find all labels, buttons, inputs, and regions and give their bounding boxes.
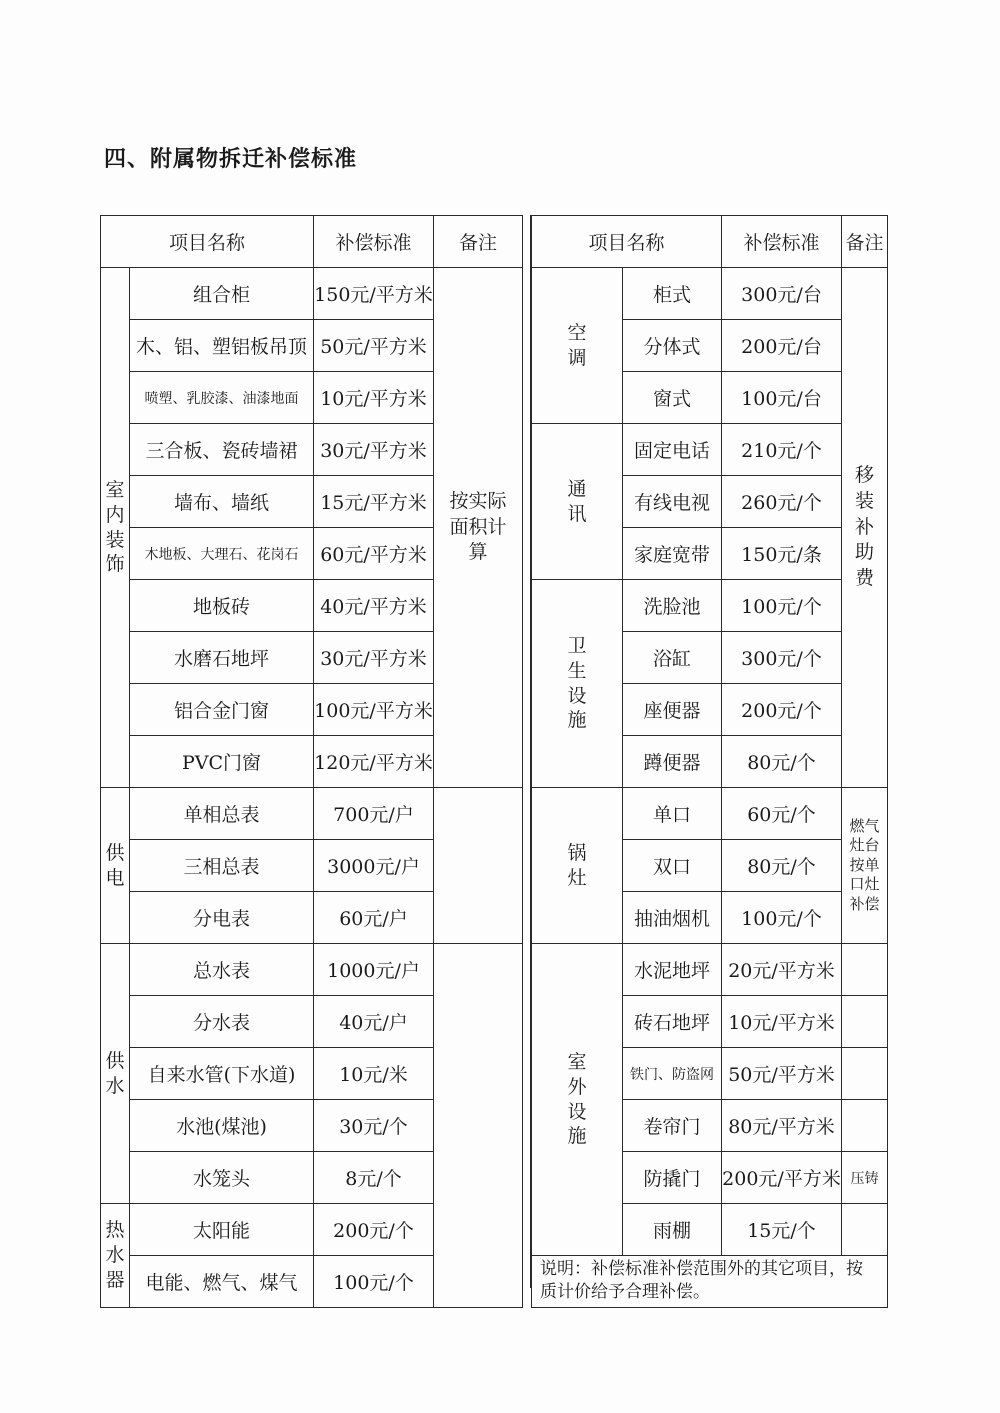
item-standard: 10元/平方米 <box>314 372 434 424</box>
explanation-note: 说明：补偿标准补偿范围外的其它项目，按质计价给予合理补偿。 <box>532 1256 888 1308</box>
right-compensation-table <box>531 215 888 1308</box>
item-name: 分体式 <box>623 320 722 372</box>
item-name: 铁门、防盗网 <box>623 1048 722 1100</box>
item-standard: 50元/平方米 <box>314 320 434 372</box>
item-name: 木、铝、塑铝板吊顶 <box>130 320 314 372</box>
item-standard: 80元/个 <box>722 736 842 788</box>
item-standard: 3000元/户 <box>314 840 434 892</box>
item-standard: 80元/个 <box>722 840 842 892</box>
category-stove: 锅灶 <box>532 788 623 944</box>
item-name: 总水表 <box>130 944 314 996</box>
header-standard: 补偿标准 <box>722 216 842 268</box>
item-name: 组合柜 <box>130 268 314 320</box>
item-standard: 200元/个 <box>314 1204 434 1256</box>
item-name: 墙布、墙纸 <box>130 476 314 528</box>
item-name: 单口 <box>623 788 722 840</box>
header-item-name: 项目名称 <box>101 216 314 268</box>
item-name: 木地板、大理石、花岗石 <box>130 528 314 580</box>
table-row <box>532 944 888 996</box>
item-standard: 100元/平方米 <box>314 684 434 736</box>
item-name: 自来水管(下水道) <box>130 1048 314 1100</box>
item-name: 单相总表 <box>130 788 314 840</box>
item-name: 水池(煤池) <box>130 1100 314 1152</box>
item-standard: 700元/户 <box>314 788 434 840</box>
category-sanitary: 卫生设施 <box>532 580 623 788</box>
item-standard: 10元/米 <box>314 1048 434 1100</box>
item-name: 防撬门 <box>623 1152 722 1204</box>
item-standard: 100元/个 <box>722 892 842 944</box>
category-indoor: 室内装饰 <box>101 268 130 788</box>
item-standard: 10元/平方米 <box>722 996 842 1048</box>
item-name: 浴缸 <box>623 632 722 684</box>
item-standard: 100元/台 <box>722 372 842 424</box>
item-name: 分电表 <box>130 892 314 944</box>
item-name: 水磨石地坪 <box>130 632 314 684</box>
item-name: 柜式 <box>623 268 722 320</box>
item-standard: 210元/个 <box>722 424 842 476</box>
remark-empty <box>842 996 888 1048</box>
category-power: 供电 <box>101 788 130 944</box>
item-name: 洗脸池 <box>623 580 722 632</box>
item-name: 地板砖 <box>130 580 314 632</box>
remark-empty <box>842 1204 888 1256</box>
item-name: 双口 <box>623 840 722 892</box>
item-standard: 120元/平方米 <box>314 736 434 788</box>
item-standard: 150元/平方米 <box>314 268 434 320</box>
item-standard: 60元/平方米 <box>314 528 434 580</box>
explanation-row <box>532 1256 888 1308</box>
item-standard: 200元/台 <box>722 320 842 372</box>
item-name: 喷塑、乳胶漆、油漆地面 <box>130 372 314 424</box>
item-name: 三合板、瓷砖墙裙 <box>130 424 314 476</box>
item-standard: 40元/平方米 <box>314 580 434 632</box>
category-telecom: 通讯 <box>532 424 623 580</box>
left-header-row <box>101 216 523 268</box>
remark-empty <box>434 944 523 1308</box>
item-standard: 80元/平方米 <box>722 1100 842 1152</box>
table-row <box>101 788 523 840</box>
header-remark: 备注 <box>842 216 888 268</box>
right-header-row <box>532 216 888 268</box>
item-standard: 100元/个 <box>722 580 842 632</box>
table-row <box>532 788 888 840</box>
category-air-conditioner: 空调 <box>532 268 623 424</box>
item-name: 卷帘门 <box>623 1100 722 1152</box>
item-standard: 30元/平方米 <box>314 424 434 476</box>
table-row <box>532 580 888 632</box>
item-standard: 60元/个 <box>722 788 842 840</box>
item-standard: 50元/平方米 <box>722 1048 842 1100</box>
item-standard: 1000元/户 <box>314 944 434 996</box>
item-standard: 200元/平方米 <box>722 1152 842 1204</box>
item-name: 水笼头 <box>130 1152 314 1204</box>
item-name: 蹲便器 <box>623 736 722 788</box>
item-standard: 300元/台 <box>722 268 842 320</box>
item-name: PVC门窗 <box>130 736 314 788</box>
item-name: 座便器 <box>623 684 722 736</box>
left-compensation-table <box>100 215 523 1308</box>
remark-empty <box>842 1048 888 1100</box>
remark-die-cast: 压铸 <box>842 1152 888 1204</box>
item-name: 电能、燃气、煤气 <box>130 1256 314 1308</box>
remark-empty <box>842 944 888 996</box>
item-name: 铝合金门窗 <box>130 684 314 736</box>
category-outdoor: 室外设施 <box>532 944 623 1256</box>
header-item-name: 项目名称 <box>532 216 722 268</box>
remark-gas-stove: 燃气灶台按单口灶补偿 <box>842 788 888 944</box>
category-water-heater: 热水器 <box>101 1204 130 1308</box>
section-heading: 四、附属物拆迁补偿标准 <box>104 147 358 172</box>
item-standard: 30元/个 <box>314 1100 434 1152</box>
item-standard: 150元/条 <box>722 528 842 580</box>
header-standard: 补偿标准 <box>314 216 434 268</box>
item-name: 太阳能 <box>130 1204 314 1256</box>
item-name: 窗式 <box>623 372 722 424</box>
table-row <box>532 268 888 320</box>
item-standard: 300元/个 <box>722 632 842 684</box>
item-name: 砖石地坪 <box>623 996 722 1048</box>
item-standard: 15元/个 <box>722 1204 842 1256</box>
item-standard: 15元/平方米 <box>314 476 434 528</box>
item-standard: 30元/平方米 <box>314 632 434 684</box>
remark-empty <box>434 788 523 944</box>
item-name: 雨棚 <box>623 1204 722 1256</box>
table-row <box>532 424 888 476</box>
item-standard: 20元/平方米 <box>722 944 842 996</box>
item-name: 三相总表 <box>130 840 314 892</box>
item-standard: 40元/户 <box>314 996 434 1048</box>
table-row <box>101 944 523 996</box>
table-divider <box>522 215 531 1288</box>
remark-relocation-subsidy: 移装补助费 <box>842 268 888 788</box>
item-standard: 8元/个 <box>314 1152 434 1204</box>
remark-actual-area: 按实际面积计算 <box>434 268 523 788</box>
item-name: 固定电话 <box>623 424 722 476</box>
table-row <box>101 268 523 320</box>
item-name: 有线电视 <box>623 476 722 528</box>
category-water: 供水 <box>101 944 130 1204</box>
item-name: 抽油烟机 <box>623 892 722 944</box>
item-name: 家庭宽带 <box>623 528 722 580</box>
item-standard: 60元/户 <box>314 892 434 944</box>
remark-empty <box>842 1100 888 1152</box>
item-standard: 200元/个 <box>722 684 842 736</box>
item-standard: 260元/个 <box>722 476 842 528</box>
header-remark: 备注 <box>434 216 523 268</box>
item-name: 分水表 <box>130 996 314 1048</box>
item-name: 水泥地坪 <box>623 944 722 996</box>
item-standard: 100元/个 <box>314 1256 434 1308</box>
